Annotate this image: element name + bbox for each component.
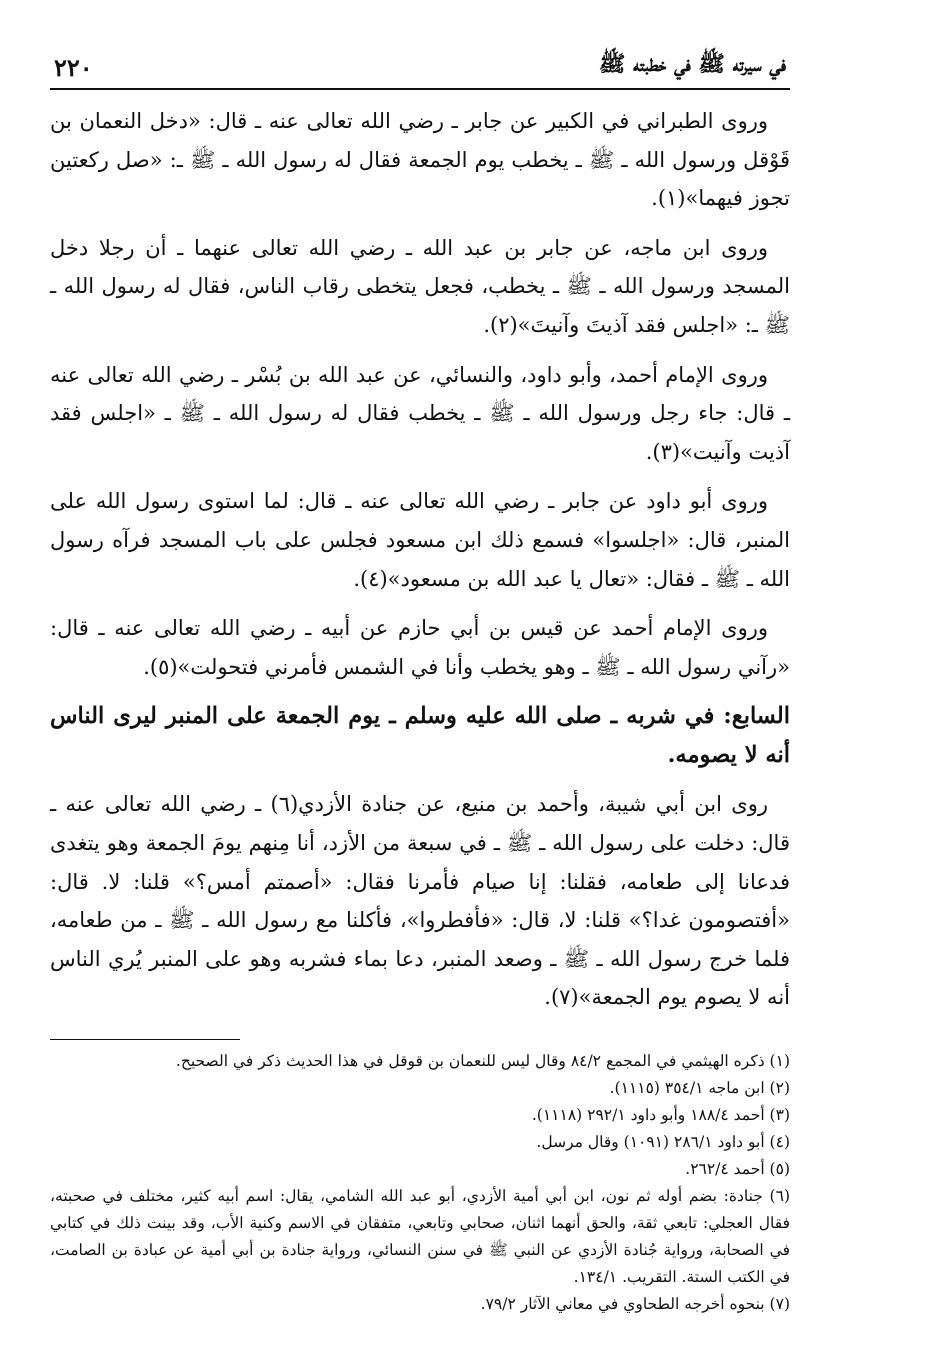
footnote-2: (٢) ابن ماجه ٣٥٤/١ (١١١٥).	[609, 1078, 790, 1097]
paragraph-5: وروى الإمام أحمد عن قيس بن أبي حازم عن أبيه ـ رضي الله تعالى عنه ـ قال: «رآني رسول الله ـ ﷺ ـ وهو يخطب وأنا في الشمس فأمرني فتحولت»(٥).	[50, 616, 790, 679]
running-header	[50, 40, 790, 90]
paragraph-2: وروى ابن ماجه، عن جابر بن عبد الله ـ رضي الله تعالى عنهما ـ أن رجلا دخل المسجد ورسول الله ـ ﷺ ـ يخطب، فجعل يتخطى رقاب الناس، فقال له رسول الله ـ ﷺ ـ: «اجلس فقد آذيتَ وآنيتَ»(٢).	[50, 235, 790, 337]
section-heading: السابع: في شربه ـ صلى الله عليه وسلم ـ يوم الجمعة على المنبر ليرى الناس أنه لا يصومه.	[50, 703, 790, 769]
paragraph-1: وروى الطبراني في الكبير عن جابر ـ رضي الله تعالى عنه ـ قال: «دخل النعمان بن قَوْقل ورسول الله ـ ﷺ ـ يخطب يوم الجمعة فقال له رسول الله ـ ﷺ ـ: «صل ركعتين تجوز فيهما»(١).	[50, 109, 790, 211]
footnote-3: (٣) أحمد ١٨٨/٤ وأبو داود ٢٩٢/١ (١١١٨).	[531, 1105, 790, 1124]
footnote-1: (١) ذكره الهيثمي في المجمع ٨٤/٢ وقال ليس للنعمان بن قوقل في هذا الحديث ذكر في الصحيح.	[175, 1051, 790, 1070]
paragraph-6: روى ابن أبي شيبة، وأحمد بن منيع، عن جنادة الأزدي(٦) ـ رضي الله تعالى عنه ـ قال: دخلت على رسول الله ـ ﷺ ـ في سبعة من الأزد، أنا مِنهم يومَ الجمعة وهو يتغدى فدعانا إلى طعامه، فقلنا: إنا صيام فأمرنا فقال: «أصمتم أمس؟» قلنا: لا. قال: «أفتصومون غدا؟» قلنا: لا، قال: «فأفطروا»، فأكلنا مع رسول الله ـ ﷺ ـ من طعامه، فلما خرج رسول الله ـ ﷺ ـ وصعد المنبر، دعا بماء فشربه وهو على المنبر يُري الناس أنه لا يصوم يوم الجمعة»(٧).	[50, 792, 790, 1010]
footnote-7: (٧) بنحوه أخرجه الطحاوي في معاني الآثار ٧٩/٢.	[480, 1294, 790, 1313]
footnote-5: (٥) أحمد ٢٦٢/٤.	[685, 1159, 790, 1178]
footnote-4: (٤) أبو داود ٢٨٦/١ (١٠٩١) وقال مرسل.	[536, 1132, 790, 1151]
main-text	[50, 102, 790, 1017]
footnotes	[50, 1048, 790, 1318]
paragraph-4: وروى أبو داود عن جابر ـ رضي الله تعالى عنه ـ قال: لما استوى رسول الله على المنبر، قال: «اجلسوا» فسمع ذلك ابن مسعود فجلس على باب المسجد فرآه رسول الله ـ ﷺ ـ فقال: «تعال يا عبد الله بن مسعود»(٤).	[50, 489, 790, 591]
footnote-separator-wrap	[50, 1039, 790, 1040]
footnote-separator	[50, 1039, 240, 1040]
paragraph-3: وروى الإمام أحمد، وأبو داود، والنسائي، عن عبد الله بن بُسْر ـ رضي الله تعالى عنه ـ قال: جاء رجل ورسول الله ـ ﷺ ـ يخطب فقال له رسول الله ـ ﷺ ـ «اجلس فقد آذيت وآنيت»(٣).	[50, 362, 790, 464]
footnote-6: (٦) جنادة: بضم أوله ثم نون، ابن أبي أمية الأزدي، أبو عبد الله الشامي، يقال: اسم أبيه كثير، مختلف في صحبته، فقال العجلي: تابعي ثقة، والحق أنهما اثنان، صحابي وتابعي، متفقان في الاسم وكنية الأب، وقد بينت ذلك في كتابي في الصحابة، ورواية جُنادة الأزدي عن النبي ﷺ في سنن النسائي، ورواية جنادة بن أبي أمية عن عبادة بن الصامت، في الكتب الستة. التقريب. ١٣٤/١.	[50, 1186, 790, 1286]
running-title: في سيرته ﷺ في خطبته ﷺ	[598, 51, 786, 77]
page	[50, 40, 790, 1330]
page-number: ٢٢٠	[54, 53, 93, 82]
